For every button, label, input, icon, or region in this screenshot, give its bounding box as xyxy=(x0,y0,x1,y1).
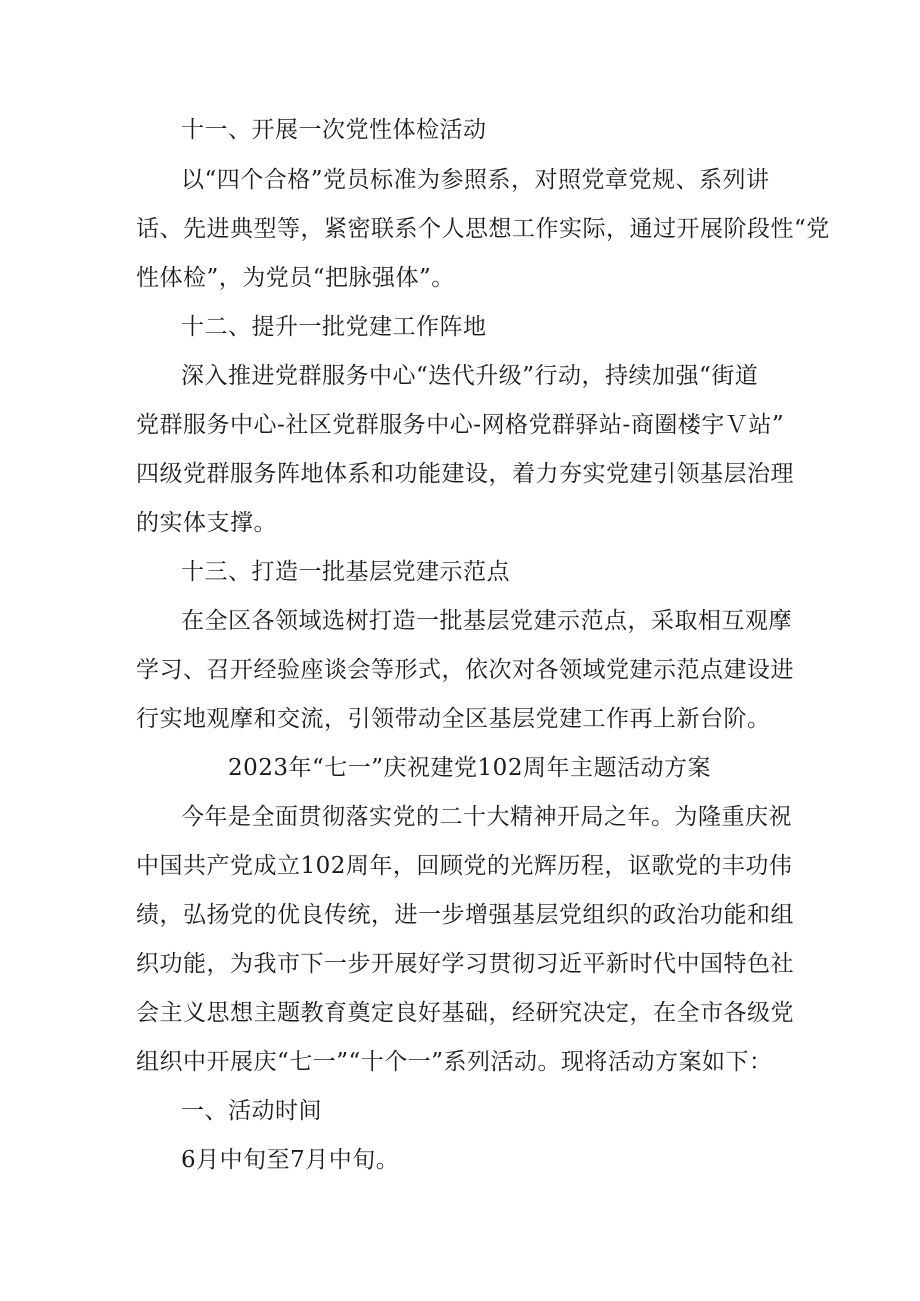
section-heading-13: 十三、打造一批基层党建示范点 xyxy=(181,559,510,585)
paragraph-line: 性体检”，为党员“把脉强体”。 xyxy=(136,265,455,291)
paragraph-line: 深入推进党群服务中心“迭代升级”行动，持续加强“街道 xyxy=(181,363,759,389)
document-title: 2023年“七一”庆祝建党102周年主题活动方案 xyxy=(228,755,711,781)
paragraph-line: 今年是全面贯彻落实党的二十大精神开局之年。为隆重庆祝 xyxy=(181,804,792,830)
paragraph-line: 织功能，为我市下一步开展好学习贯彻习近平新时代中国特色社 xyxy=(136,951,794,977)
paragraph-line: 在全区各领域选树打造一批基层党建示范点，采取相互观摩 xyxy=(181,608,792,634)
paragraph-line: 组织中开展庆“七一”“十个一”系列活动。现将活动方案如下： xyxy=(136,1049,773,1075)
paragraph-line: 6月中旬至7月中旬。 xyxy=(181,1147,400,1173)
section-heading-11: 十一、开展一次党性体检活动 xyxy=(181,117,487,143)
paragraph-line: 学习、召开经验座谈会等形式，依次对各领域党建示范点建设进 xyxy=(136,657,794,683)
paragraph-line: 四级党群服务阵地体系和功能建设，着力夯实党建引领基层治理 xyxy=(136,461,794,487)
paragraph-line: 绩，弘扬党的优良传统，进一步增强基层党组织的政治功能和组 xyxy=(136,902,794,928)
paragraph-line: 话、先进典型等，紧密联系个人思想工作实际，通过开展阶段性“党 xyxy=(136,216,830,242)
paragraph-line: 中国共产党成立102周年，回顾党的光辉历程，讴歌党的丰功伟 xyxy=(136,853,793,879)
paragraph-line: 党群服务中心-社区党群服务中心-网格党群驿站-商圈楼宇Ｖ站” xyxy=(136,412,785,438)
section-heading-activity-time: 一、活动时间 xyxy=(181,1098,322,1124)
paragraph-line: 的实体支撑。 xyxy=(136,510,277,536)
section-heading-12: 十二、提升一批党建工作阵地 xyxy=(181,314,487,340)
paragraph-line: 以“四个合格”党员标准为参照系，对照党章党规、系列讲 xyxy=(181,167,770,193)
paragraph-line: 会主义思想主题教育奠定良好基础，经研究决定，在全市各级党 xyxy=(136,1000,794,1026)
paragraph-line: 行实地观摩和交流，引领带动全区基层党建工作再上新台阶。 xyxy=(136,706,771,732)
